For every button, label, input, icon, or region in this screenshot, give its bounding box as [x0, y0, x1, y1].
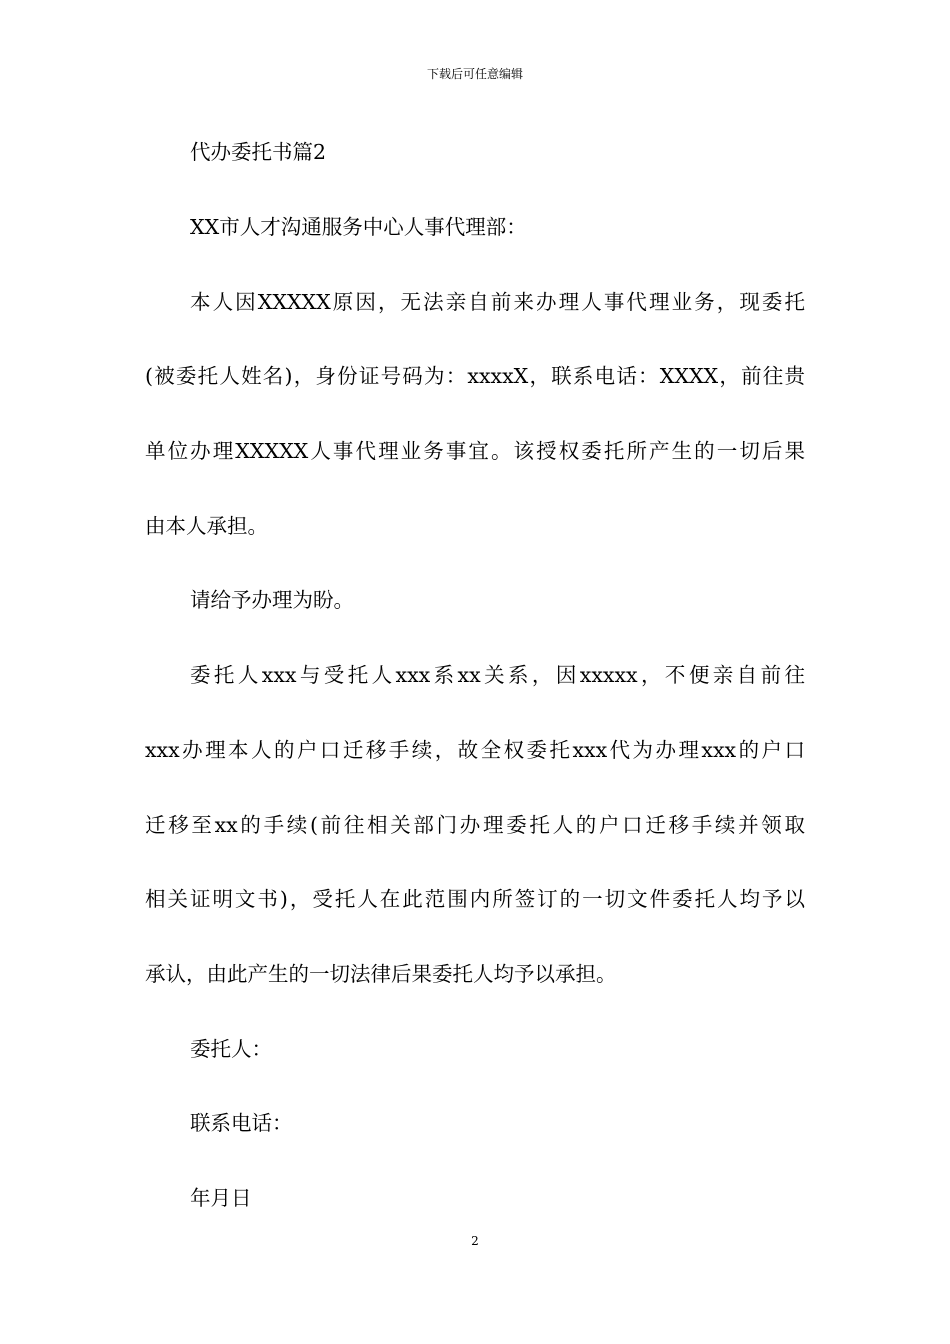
principal-label: 委托人：: [190, 1037, 272, 1061]
date-label: 年月日: [190, 1186, 252, 1210]
paragraph-2-line-3: 迁移至xx的手续(前往相关部门办理委托人的户口迁移手续并领取: [145, 813, 805, 837]
paragraph-2-line-2: xxx办理本人的户口迁移手续，故全权委托xxx代为办理xxx的户口: [145, 738, 805, 762]
paragraph-1-line-2: (被委托人姓名)，身份证号码为：xxxxX，联系电话：XXXX，前往贵: [145, 364, 805, 388]
page-number: 2: [471, 1234, 479, 1248]
paragraph-2-line-4: 相关证明文书)，受托人在此范围内所签订的一切文件委托人均予以: [145, 887, 805, 911]
paragraph-1-line-4: 由本人承担。: [145, 514, 268, 538]
paragraph-2-line-5: 承认，由此产生的一切法律后果委托人均予以承担。: [145, 962, 617, 986]
document-title: 代办委托书篇2: [190, 140, 327, 164]
request-line: 请给予办理为盼。: [190, 588, 354, 612]
page-header: 下载后可任意编辑: [426, 67, 523, 81]
addressee: XX市人才沟通服务中心人事代理部：: [190, 215, 527, 239]
paragraph-2-line-1: 委托人xxx与受托人xxx系xx关系，因xxxxx，不便亲自前往: [190, 663, 805, 687]
phone-label: 联系电话：: [190, 1111, 293, 1135]
paragraph-1-line-3: 单位办理XXXXX人事代理业务事宜。该授权委托所产生的一切后果: [145, 439, 805, 463]
paragraph-1-line-1: 本人因XXXXX原因，无法亲自前来办理人事代理业务，现委托: [190, 290, 805, 314]
